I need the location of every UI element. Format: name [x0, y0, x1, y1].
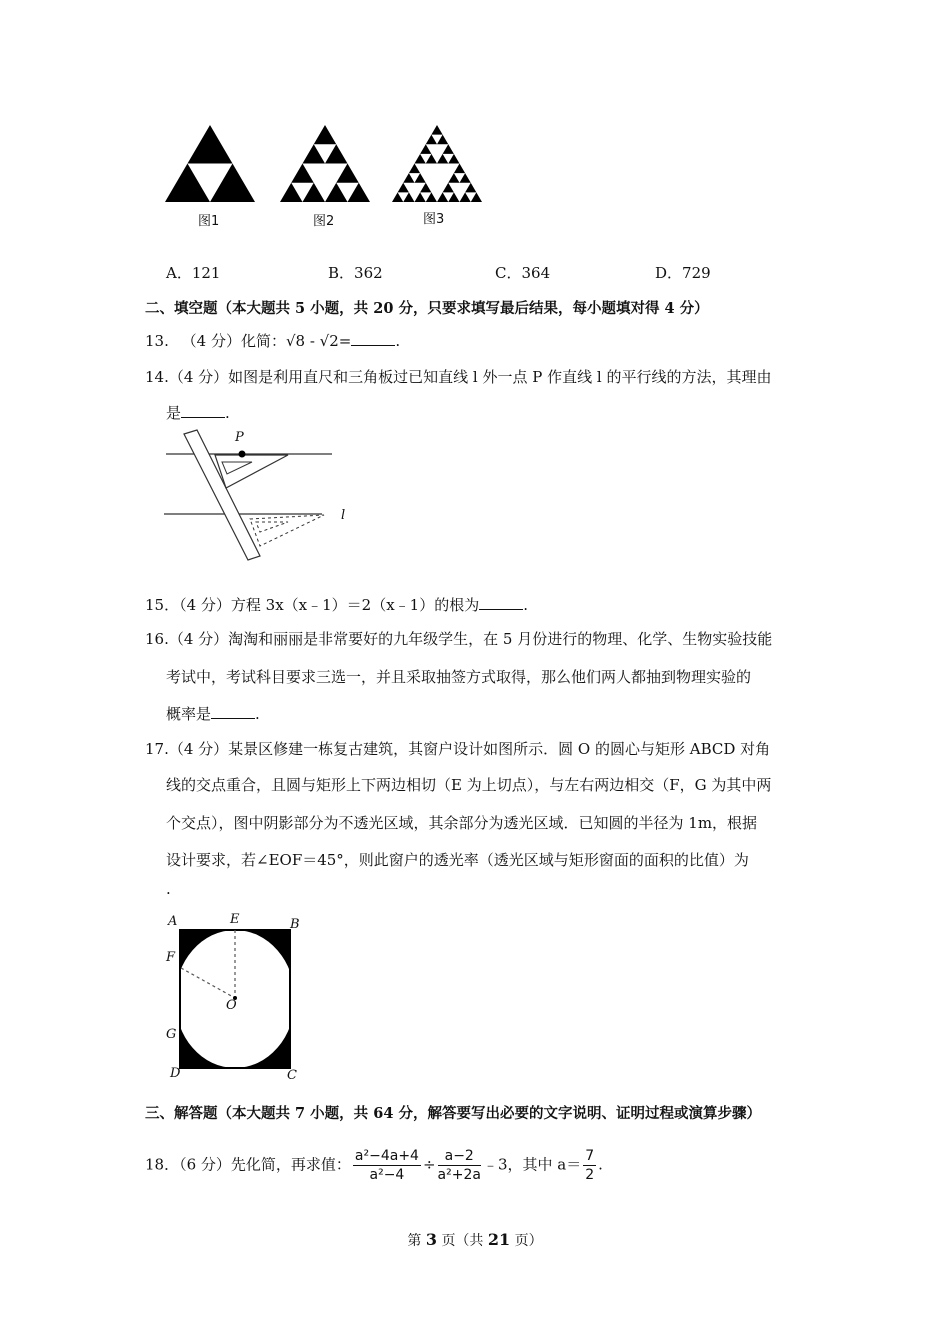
- question-13: [145, 330, 400, 351]
- q16-line2: 考试中，考试科目要求三选一，并且采取抽签方式取得，那么他们两人都抽到物理实验的: [166, 668, 752, 686]
- q16-line1: 16.（4 分）淘淘和丽丽是非常要好的九年级学生，在 5 月份进行的物理、化学、生物实验技能: [145, 630, 773, 648]
- q17-line5: .: [166, 880, 171, 898]
- option-b: B．362: [328, 264, 383, 282]
- figure-2: [280, 125, 370, 202]
- footer-total: 21: [487, 1230, 511, 1249]
- q13-expression: √8 - √2=: [285, 332, 352, 350]
- label-f: F: [166, 950, 176, 965]
- q16-line3: [166, 703, 260, 724]
- q13-end: .: [395, 332, 401, 350]
- section2-heading: 二、填空题（本大题共 5 小题，共 20 分，只要求填写最后结果，每小题填对得 4 分）: [145, 300, 709, 317]
- q17-line1: 17.（4 分）某景区修建一栋复古建筑，其窗户设计如图所示．圆 O 的圆心与矩形 ABCD 对角: [145, 740, 771, 758]
- q17-line3: 个交点），图中阴影部分为不透光区域，其余部分为透光区域．已知圆的半径为 1m，根据: [166, 814, 758, 832]
- q13-number: 13.: [145, 332, 169, 350]
- label-o: O: [226, 998, 237, 1013]
- figure-caption-2: 图2: [313, 214, 335, 229]
- figure-caption-1: 图1: [198, 214, 220, 229]
- q18-minus: ﹣3，其中 a＝: [482, 1155, 582, 1174]
- footer-post: 页）: [514, 1233, 543, 1249]
- q18-fraction-1: [353, 1148, 421, 1183]
- q18-val-den: 2: [585, 1167, 595, 1183]
- label-p: P: [235, 430, 244, 445]
- option-c: C．364: [495, 264, 551, 282]
- q18-pre: 18．（6 分）先化简，再求值：: [145, 1155, 351, 1174]
- q14-blank: [181, 405, 225, 418]
- q15-text: 15．（4 分）方程 3x（x﹣1）＝2（x﹣1）的根为: [145, 596, 480, 614]
- q15-blank: [479, 597, 523, 610]
- q18-div: ÷: [422, 1155, 436, 1174]
- q16-blank: [211, 706, 255, 719]
- figure-3: [392, 125, 482, 202]
- footer-page: 3: [425, 1230, 437, 1249]
- label-a: A: [168, 914, 178, 929]
- q18-fraction-2: [438, 1148, 481, 1183]
- q16-line3-end: .: [255, 705, 260, 723]
- option-d: D．729: [655, 264, 711, 282]
- question-18: [145, 1148, 603, 1183]
- q15-end: .: [523, 596, 529, 614]
- label-b: B: [290, 917, 300, 932]
- option-a: A．121: [166, 264, 221, 282]
- q14-line2: [166, 402, 230, 423]
- q18-value: [583, 1148, 596, 1183]
- q18-end: .: [598, 1155, 603, 1174]
- q14-line2-end: .: [225, 404, 230, 422]
- q13-score: （4 分）化简：: [181, 332, 286, 350]
- q18-frac1-num: a²−4a+4: [354, 1148, 419, 1164]
- section3-heading: 三、解答题（本大题共 7 小题，共 64 分，解答要写出必要的文字说明、证明过程或演算步骤）: [145, 1105, 761, 1122]
- page-footer: [0, 1230, 950, 1250]
- label-d: D: [170, 1066, 181, 1081]
- label-e: E: [230, 912, 240, 927]
- ruler-triangle-figure: [160, 428, 360, 568]
- figure-1: [165, 125, 255, 202]
- footer-mid: 页（共: [441, 1233, 484, 1249]
- figure-caption-3: 图3: [423, 212, 445, 227]
- label-c: C: [287, 1068, 297, 1083]
- q17-line4: 设计要求，若∠EOF＝45°，则此窗户的透光率（透光区域与矩形窗面的面积的比值）为: [166, 851, 749, 869]
- q18-val-num: 7: [585, 1148, 595, 1164]
- q13-blank: [351, 333, 395, 346]
- label-l: l: [341, 508, 346, 523]
- q18-frac2-den: a²+2a: [437, 1167, 481, 1183]
- footer-pre: 第: [407, 1233, 422, 1249]
- q18-frac1-den: a²−4: [369, 1167, 405, 1183]
- label-g: G: [166, 1027, 177, 1042]
- q14-line2-pre: 是: [166, 404, 182, 422]
- q16-line3-pre: 概率是: [166, 705, 212, 723]
- q14-line1: 14.（4 分）如图是利用直尺和三角板过已知直线 l 外一点 P 作直线 l 的平行线的方法，其理由: [145, 368, 772, 386]
- question-15: [145, 594, 528, 615]
- q18-frac2-num: a−2: [438, 1148, 481, 1166]
- q17-line2: 线的交点重合，且圆与矩形上下两边相切（E 为上切点），与左右两边相交（F，G 为其中两: [166, 776, 772, 794]
